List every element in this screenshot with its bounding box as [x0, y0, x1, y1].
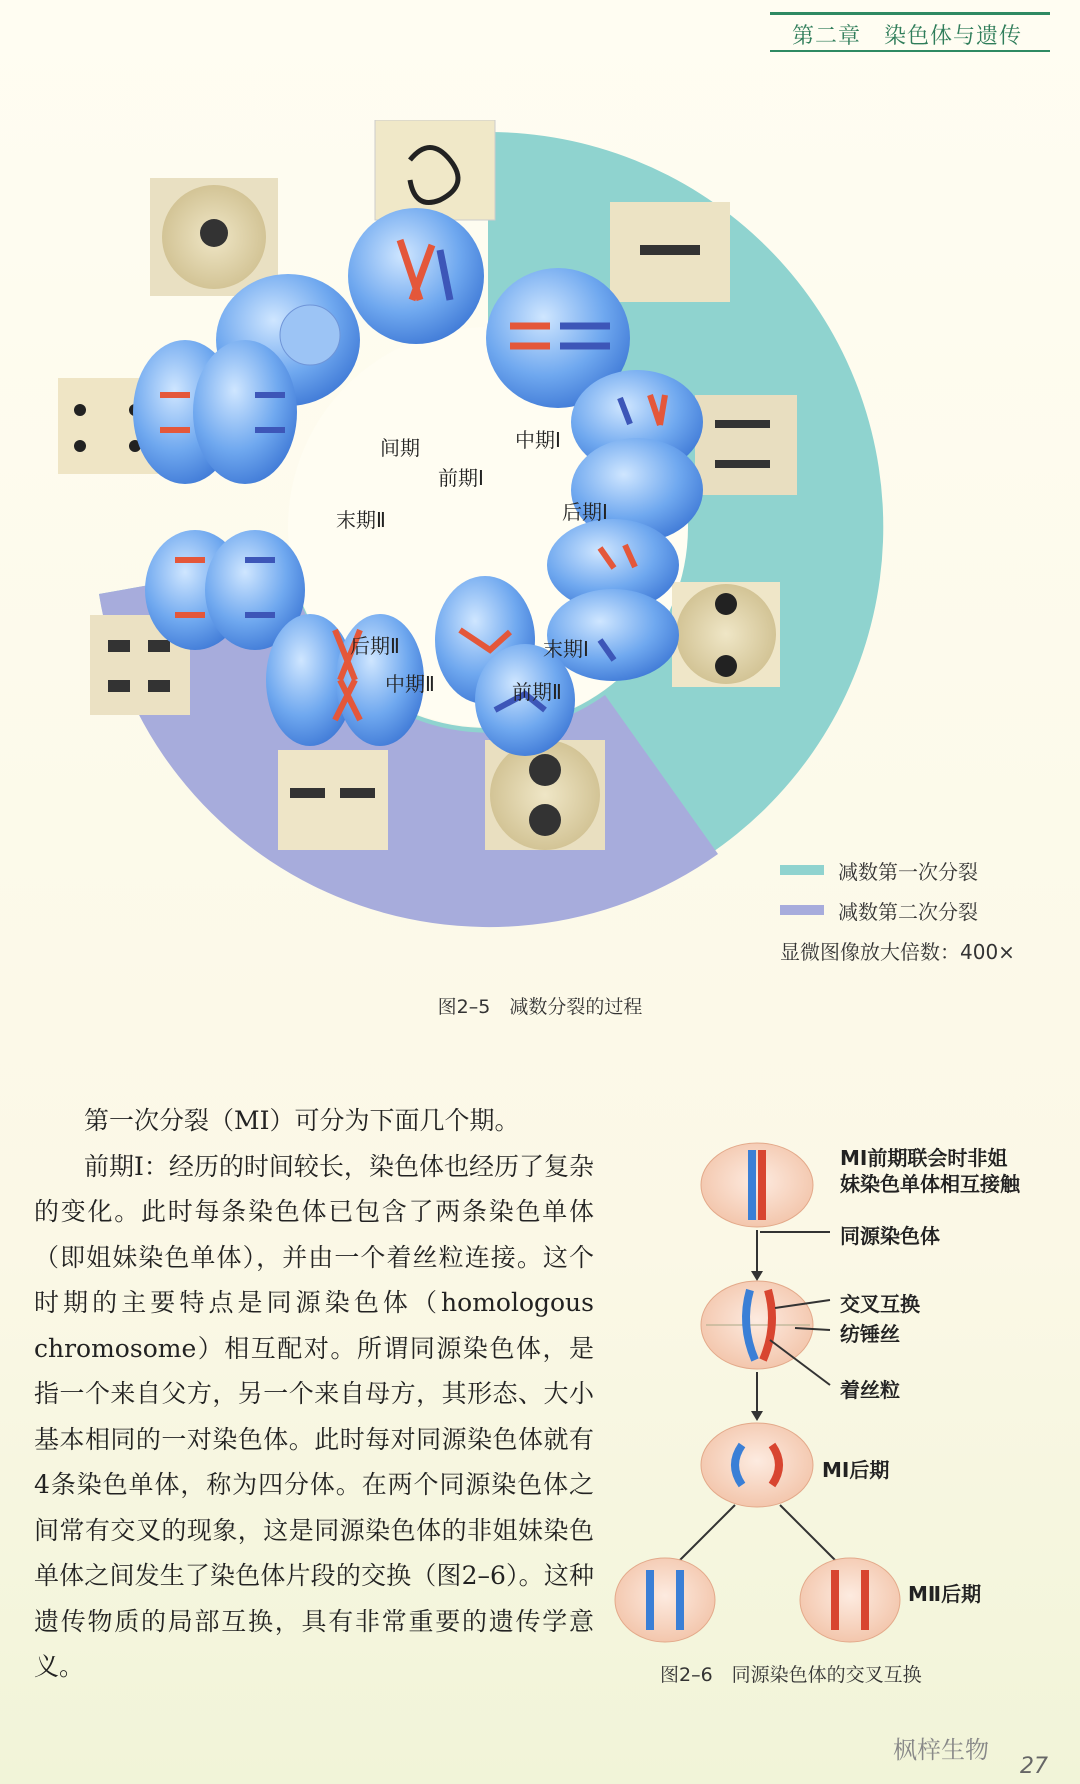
legend-label-second: 减数第二次分裂: [838, 899, 978, 924]
figure-caption-2-6: 图2–6 同源染色体的交叉互换: [660, 1664, 922, 1686]
label-homologous-chromosome: 同源染色体: [840, 1224, 940, 1248]
legend-swatch-second: [780, 905, 824, 915]
label-interphase: 间期: [380, 436, 420, 460]
body-paragraph-2: 前期Ⅰ：经历的时间较长，染色体也经历了复杂的变化。此时每条染色体已包含了两条染色单体（即姐妹染色单体），并由一个着丝粒连接。这个时期的主要特点是同源染色体（homologous chromosome）相互配对。所谓同源染色体，是指一个来自父方，另一个来自母方，其形态、大小基本相同的一对染色体。此时每对同源染色体就有4条染色单体，称为四分体。在两个同源染色体之间常有交叉的现象，这是同源染色体的非姐妹染色单体之间发生了染色体片段的交换（图2–6）。这种遗传物质的局部互换，具有非常重要的遗传学意义。: [34, 1151, 594, 1681]
legend-label-first: 减数第一次分裂: [838, 859, 978, 884]
label-contact-line2: 妹染色单体相互接触: [840, 1172, 1020, 1196]
figure-caption-2-5: 图2–5 减数分裂的过程: [437, 996, 643, 1018]
legend-second-division: [780, 890, 1040, 930]
chapter-header: [770, 6, 1050, 52]
legend-first-division: [780, 850, 1040, 890]
body-text: [34, 1098, 594, 1690]
label-spindle-fiber: 纺锤丝: [840, 1322, 900, 1346]
label-telophase-1: 末期Ⅰ: [543, 637, 589, 661]
label-m2-anaphase: MⅡ后期: [908, 1582, 982, 1606]
label-prophase-1: 前期Ⅰ: [438, 466, 484, 490]
label-anaphase-1: 后期Ⅰ: [562, 500, 608, 524]
label-anaphase-2: 后期Ⅱ: [350, 634, 400, 658]
chapter-title: 第二章 染色体与遗传: [792, 24, 1023, 49]
label-centromere: 着丝粒: [840, 1378, 900, 1402]
watermark: 枫梓生物: [893, 1736, 989, 1764]
label-metaphase-1: 中期Ⅰ: [515, 428, 561, 452]
label-crossover: 交叉互换: [840, 1292, 920, 1316]
label-telophase-2: 末期Ⅱ: [336, 508, 386, 532]
header-top-rule: [770, 12, 1050, 15]
body-paragraph-1: 第一次分裂（MⅠ）可分为下面几个期。: [84, 1106, 520, 1135]
page-number: 27: [1020, 1754, 1048, 1779]
legend-swatch-first: [780, 865, 824, 875]
label-m1-anaphase: MⅠ后期: [822, 1458, 890, 1482]
figure-legend: [780, 850, 1040, 965]
label-contact-line1: MⅠ前期联会时非姐: [840, 1146, 1008, 1170]
header-bottom-rule: [770, 50, 1050, 52]
label-prophase-2: 前期Ⅱ: [512, 680, 562, 704]
magnification-note: 显微图像放大倍数：400×: [780, 940, 1015, 964]
label-metaphase-2: 中期Ⅱ: [385, 672, 435, 696]
